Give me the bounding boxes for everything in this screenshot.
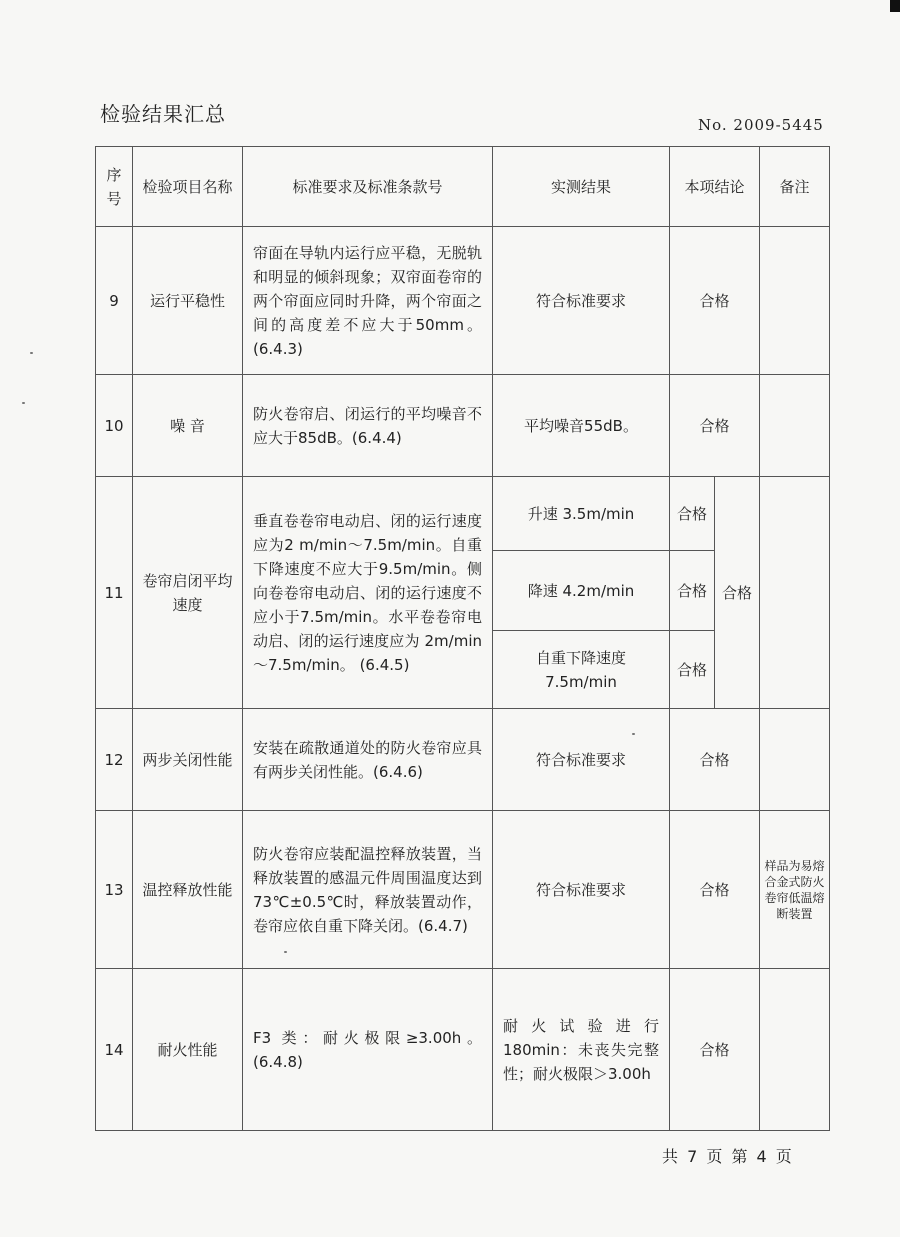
col-header-standard: 标准要求及标准条款号 [243,147,493,227]
row-remark: 样品为易熔合金式防火卷帘低温熔断装置 [760,811,830,969]
table-row [96,709,830,811]
row-standard: 帘面在导轨内运行应平稳，无脱轨和明显的倾斜现象；双帘面卷帘的两个帘面应同时升降，两个帘面之间的高度差不应大于50mm。(6.4.3) [243,227,493,375]
table-row [96,969,830,1131]
row-measured: 符合标准要求 [493,811,670,969]
row-item-name: 卷帘启闭平均速度 [133,477,243,709]
row-remark [760,477,830,709]
row-standard: 防火卷帘启、闭运行的平均噪音不应大于85dB。(6.4.4) [243,375,493,477]
row-conclusion: 合格 [715,477,760,709]
row-item-name: 运行平稳性 [133,227,243,375]
row-item-name: 两步关闭性能 [133,709,243,811]
page-title: 检验结果汇总 [100,102,226,126]
row-seq: 11 [96,477,133,709]
row-standard: 安装在疏散通道处的防火卷帘应具有两步关闭性能。(6.4.6) [243,709,493,811]
row-conclusion: 合格 [670,709,760,811]
scan-speck [22,402,25,404]
row-measured: 符合标准要求 [493,709,670,811]
row-seq: 9 [96,227,133,375]
row-remark [760,227,830,375]
row-conclusion: 合格 [670,227,760,375]
row-measured-sub: 升速 3.5m/min [493,477,670,551]
row-measured: 符合标准要求 [493,227,670,375]
row-remark [760,375,830,477]
row-remark [760,709,830,811]
table-row [96,227,830,375]
row-sub-conclusion: 合格 [670,551,715,631]
row-seq: 12 [96,709,133,811]
page-footer: 共 7 页 第 4 页 [662,1147,794,1166]
row-sub-conclusion: 合格 [670,631,715,709]
row-measured: 平均噪音55dB。 [493,375,670,477]
row-item-name: 耐火性能 [133,969,243,1131]
col-header-item: 检验项目名称 [133,147,243,227]
col-header-seq: 序号 [96,147,133,227]
table-row [96,477,830,551]
scan-speck [284,951,287,953]
row-measured-sub: 自重下降速度 7.5m/min [493,631,670,709]
col-header-remark: 备注 [760,147,830,227]
scan-speck [30,352,33,354]
col-header-conclusion: 本项结论 [670,147,760,227]
document-number: No. 2009-5445 [698,116,824,134]
row-standard: 防火卷帘应装配温控释放装置，当释放装置的感温元件周围温度达到 73℃±0.5℃时，释放装置动作，卷帘应依自重下降关闭。(6.4.7) [243,811,493,969]
row-conclusion: 合格 [670,811,760,969]
table-row [96,375,830,477]
row-conclusion: 合格 [670,969,760,1131]
table-header-row [96,147,830,227]
row-conclusion: 合格 [670,375,760,477]
scan-corner-mark [890,0,900,12]
row-seq: 10 [96,375,133,477]
row-seq: 14 [96,969,133,1131]
row-standard: 垂直卷卷帘电动启、闭的运行速度应为2 m/min～7.5m/min。自重下降速度不应大于9.5m/min。侧向卷卷帘电动启、闭的运行速度不应小于7.5m/min。水平卷卷帘电动启、闭的运行速度应为 2m/min～7.5m/min。 (6.4.5) [243,477,493,709]
table-row [96,811,830,969]
row-sub-conclusion: 合格 [670,477,715,551]
row-remark [760,969,830,1131]
results-table [95,146,830,1131]
row-seq: 13 [96,811,133,969]
row-item-name: 噪 音 [133,375,243,477]
row-item-name: 温控释放性能 [133,811,243,969]
row-standard: F3 类：耐火极限≥3.00h。(6.4.8) [243,969,493,1131]
col-header-measured: 实测结果 [493,147,670,227]
row-measured: 耐火试验进行180min：未丧失完整性；耐火极限＞3.00h [493,969,670,1131]
scan-speck [632,733,635,735]
row-measured-sub: 降速 4.2m/min [493,551,670,631]
